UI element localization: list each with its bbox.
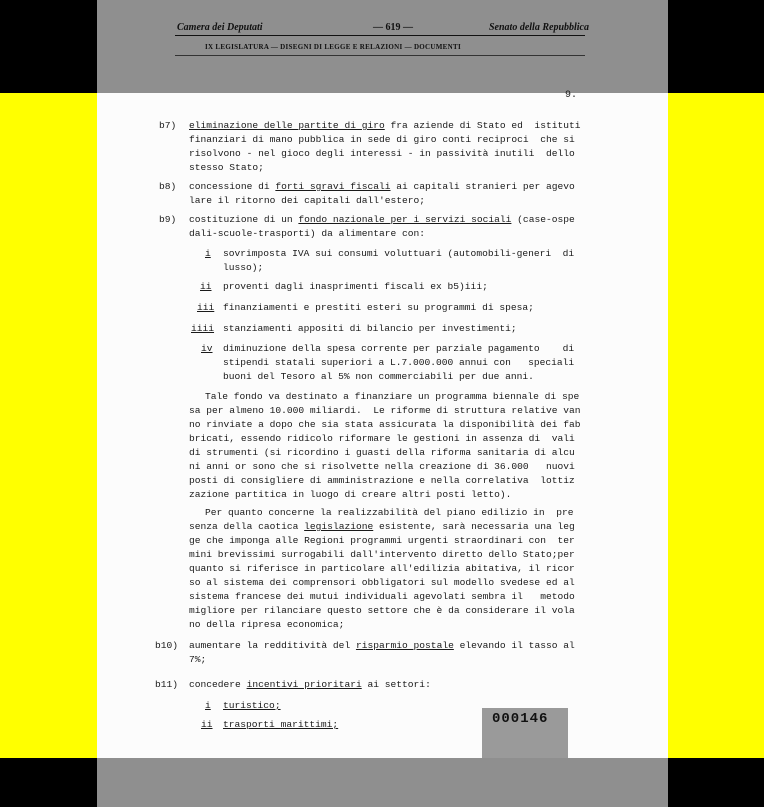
b10-line-2: 7%; [189,654,207,665]
item-label-b7: b7) [159,120,177,131]
header-center: — 619 — [373,22,413,33]
item-label-b8: b8) [159,181,177,192]
b9-subitem-num-3: iii [197,302,215,313]
para1-line-7: posti di consigliere di amministrazione e nella correlativa lottiz [189,475,575,486]
b11-line-1: concedere incentivi prioritari ai settori: [189,679,431,690]
para2-line-6: so al sistema dei comprensori obbligatori sul modello svedese ed al [189,577,575,588]
b11-subitem-2-text: trasporti marittimi; [223,719,339,730]
para1-line-5: di strumenti (si ricordino i guasti della riforma sanitaria di alcu [189,447,575,458]
archive-stamp-number: 000146 [492,711,549,727]
para2-line-7: sistema francese dei mutui individuali agevolati sembra il metodo [189,591,575,602]
para1-line-6: ni anni or sono che si risolvette nella creazione di 36.000 nuovi [189,461,575,472]
b9-line-1: costituzione di un fondo nazionale per i servizi sociali (case-ospe [189,214,575,225]
b9-subitem-5-line-2: stipendi statali superiori a L.7.000.000 annui con speciali [223,357,575,368]
para1-line-2: sa per almeno 10.000 miliardi. Le riforme di struttura relative van [189,405,581,416]
b7-line-4: stesso Stato; [189,162,264,173]
b9-subitem-1-line-1: sovrimposta IVA sui consumi voluttuari (automobili-generi di [223,248,575,259]
b7-line-1: eliminazione delle partite di giro fra aziende di Stato ed istituti [189,120,581,131]
para1-line-3: no rinviate a dopo che sia stata assicurata la disponibilità dei fab [189,419,581,430]
b9-subitem-num-2: ii [200,281,212,292]
b9-subitem-5-line-3: buoni del Tesoro al 5% non commerciabili per due anni. [223,371,534,382]
b9-subitem-4-line-1: stanziamenti appositi di bilancio per investimenti; [223,323,517,334]
b11-subitem-1-text: turistico; [223,700,281,711]
b9-subitem-2-line-1: proventi dagli inasprimenti fiscali ex b5)iii; [223,281,488,292]
para1-line-1: Tale fondo va destinato a finanziare un programma biennale di spe [205,391,580,402]
b8-line-1: concessione di forti sgravi fiscali ai capitali stranieri per agevo [189,181,575,192]
b11-subitem-num-1: i [205,700,211,711]
document-page [97,0,668,807]
b9-subitem-num-5: iv [201,343,213,354]
header-left: Camera dei Deputati [177,22,263,33]
para1-line-8: zazione partitica in luogo di creare altri posti letto). [189,489,512,500]
b9-subitem-num-1: i [205,248,211,259]
para2-line-4: mini brevissimi surrogabili dall'intervento diretto dello Stato;per [189,549,575,560]
item-label-b9: b9) [159,214,177,225]
para2-line-2: senza della caotica legislazione esistente, sarà necessaria una leg [189,521,575,532]
b10-line-1: aumentare la redditività del risparmio postale elevando il tasso al [189,640,575,651]
para1-line-4: bricati, essendo ridicolo riformare le gestioni in assenza di vali [189,433,575,444]
para2-line-9: no della ripresa economica; [189,619,345,630]
header-subtitle: IX LEGISLATURA — DISEGNI DI LEGGE E RELAZIONI — DOCUMENTI [205,43,461,51]
para2-line-8: migliore per rilanciare questo settore che è da considerare il vola [189,605,575,616]
para2-line-5: quanto si riferisce in particolare all'edilizia abitativa, il ricor [189,563,575,574]
b9-subitem-1-line-2: lusso); [223,262,264,273]
item-label-b10: b10) [155,640,179,651]
para2-line-3: ge che imponga alle Regioni programmi urgenti straordinari con ter [189,535,575,546]
b9-line-2: dali-scuole-trasporti) da alimentare con: [189,228,426,239]
b9-subitem-3-line-1: finanziamenti e prestiti esteri su programmi di spesa; [223,302,534,313]
b11-subitem-num-2: ii [201,719,213,730]
b7-line-3: risolvono - nel gioco degli interessi - in passività inutili dello [189,148,575,159]
page-number: 9. [565,90,578,101]
b7-line-2: finanziari di mano pubblica in sede di giro conti reciproci che si [189,134,575,145]
b9-subitem-num-4: iiii [191,323,215,334]
b8-line-2: lare il ritorno dei capitali dall'estero; [189,195,426,206]
document-body [97,0,668,807]
item-label-b11: b11) [155,679,179,690]
b9-subitem-5-line-1: diminuzione della spesa corrente per parziale pagamento di [223,343,575,354]
header-right: Senato della Repubblica [489,22,589,33]
para2-line-1: Per quanto concerne la realizzabilità del piano edilizio in pre [205,507,574,518]
